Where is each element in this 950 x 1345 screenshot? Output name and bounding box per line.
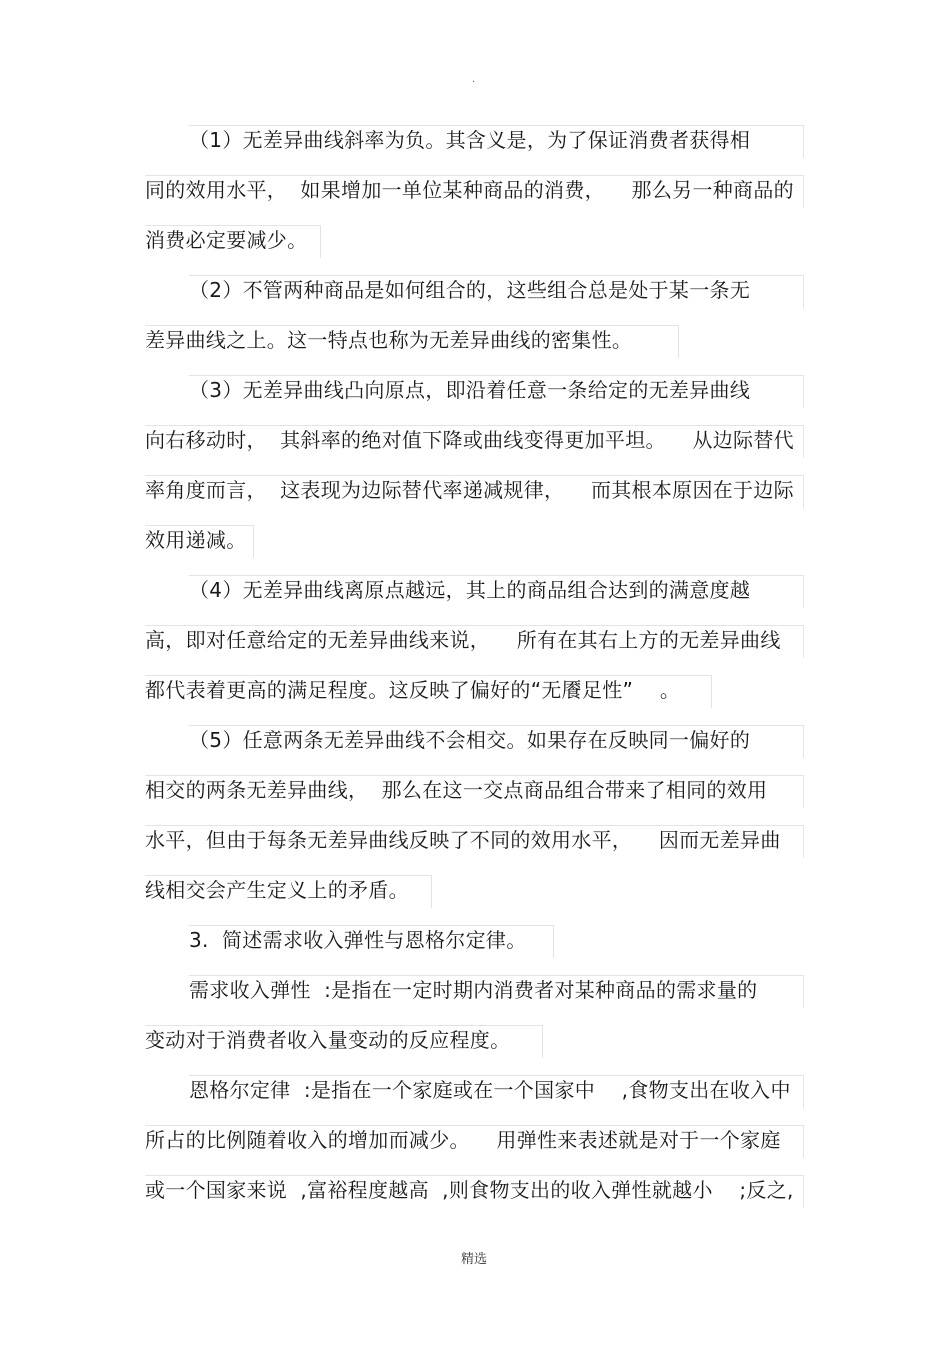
text-line: 同的效用水平， 如果增加一单位某种商品的消费， 那么另一种商品的 (145, 178, 794, 202)
text-line: 高，即对任意给定的无差异曲线来说， 所有在其右上方的无差异曲线 (145, 628, 781, 652)
text-line: 效用递减。 (145, 528, 247, 552)
text-line: 向右移动时， 其斜率的绝对值下降或曲线变得更加平坦。 从边际替代 (145, 428, 794, 452)
text-line: （1）无差异曲线斜率为负。其含义是，为了保证消费者获得相 (189, 128, 751, 152)
text-line: （2）不管两种商品是如何组合的，这些组合总是处于某一条无 (189, 278, 751, 302)
text-line: （5）任意两条无差异曲线不会相交。如果存在反映同一偏好的 (189, 728, 751, 752)
page-footer: 精选 (461, 1252, 488, 1267)
text-line: 需求收入弹性 :是指在一定时期内消费者对某种商品的需求量的 (189, 978, 758, 1002)
text-line: 率角度而言， 这表现为边际替代率递减规律， 而其根本原因在于边际 (145, 478, 794, 502)
text-line: 消费必定要减少。 (145, 228, 308, 252)
text-line: 差异曲线之上。这一特点也称为无差异曲线的密集性。 (145, 328, 633, 352)
text-line: 线相交会产生定义上的矛盾。 (145, 878, 409, 902)
text-line: 相交的两条无差异曲线， 那么在这一交点商品组合带来了相同的效用 (145, 778, 768, 802)
page-header-mark: . (472, 74, 476, 85)
text-line: （3）无差异曲线凸向原点，即沿着任意一条给定的无差异曲线 (189, 378, 751, 402)
text-line: 都代表着更高的满足程度。这反映了偏好的“无餍足性” 。 (145, 678, 681, 702)
text-line: 恩格尔定律 :是指在一个家庭或在一个国家中 ,食物支出在收入中 (189, 1078, 791, 1102)
text-line: 水平，但由于每条无差异曲线反映了不同的效用水平， 因而无差异曲 (145, 828, 781, 852)
text-line: 所占的比例随着收入的增加而减少。 用弹性来表述就是对于一个家庭 (145, 1128, 781, 1152)
text-line: 变动对于消费者收入量变动的反应程度。 (145, 1028, 511, 1052)
section-heading: 3. 简述需求收入弹性与恩格尔定律。 (189, 928, 527, 952)
text-line: （4）无差异曲线离原点越远，其上的商品组合达到的满意度越 (189, 578, 751, 602)
text-line: 或一个国家来说 ,富裕程度越高 ,则食物支出的收入弹性就越小 ;反之, (145, 1178, 794, 1202)
